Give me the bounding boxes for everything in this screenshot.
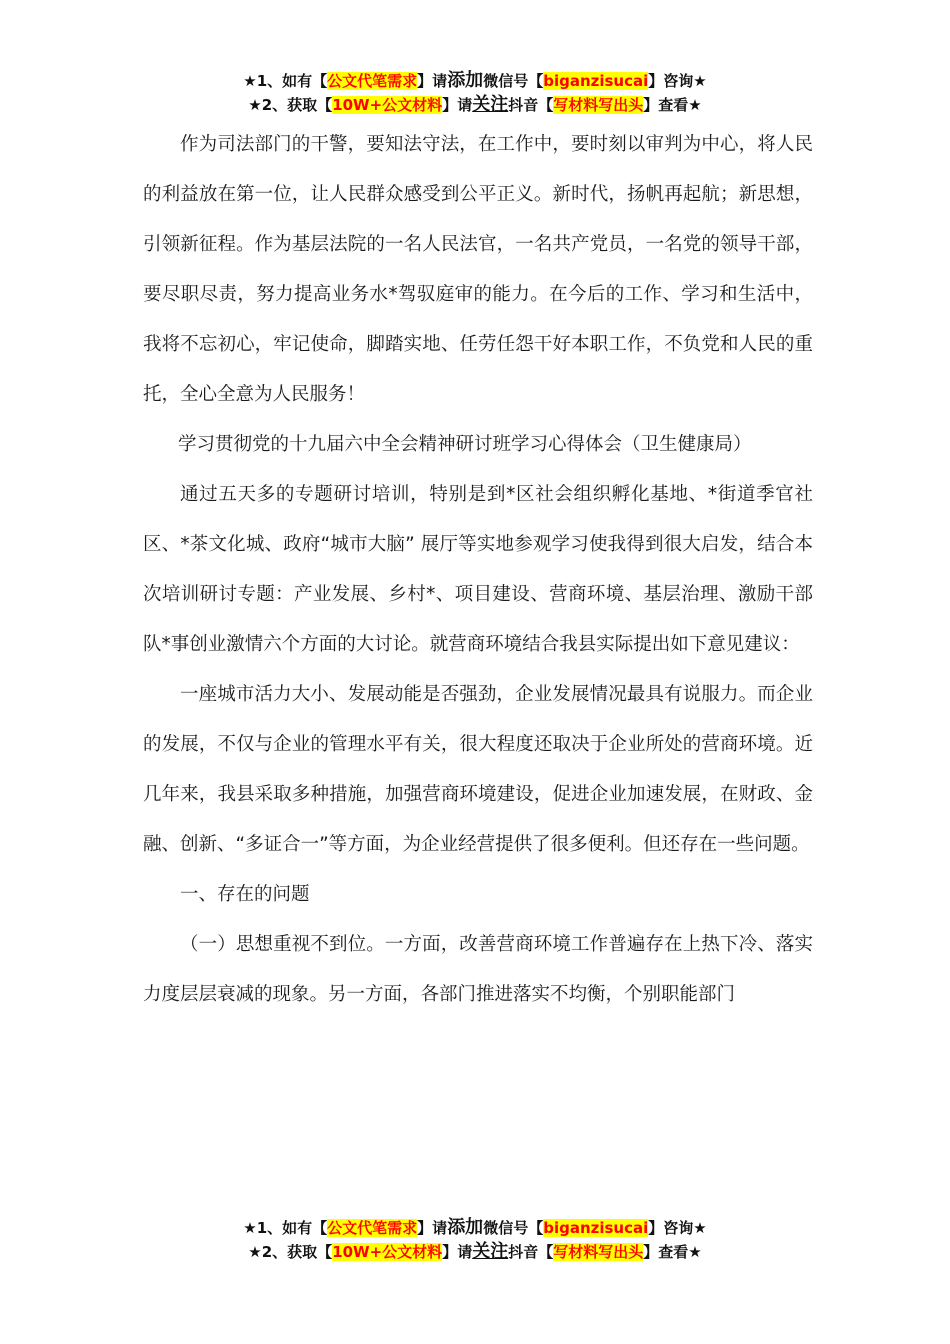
banner-highlight: 公文代笔需求: [327, 72, 418, 90]
banner-highlight: 10W+公文材料: [332, 96, 443, 114]
paragraph: 通过五天多的专题研讨培训，特别是到*区社会组织孵化基地、*街道季官社区、*茶文化城、政府“城市大脑” 展厅等实地参观学习使我得到很大启发，结合本次培训研讨专题：产业发展、乡村*、项目建设、营商环境、基层治理、激励干部队*事创业激情六个方面的大讨论。就营商环境结合我县实际提出如下意见建议：: [143, 484, 813, 655]
paragraph: 作为司法部门的干警，要知法守法，在工作中，要时刻以审判为中心，将人民的利益放在第一位，让人民群众感受到公平正义。新时代，扬帆再起航；新思想，引领新征程。作为基层法院的一名人民法官，一名共产党员，一名党的领导干部，要尽职尽责，努力提高业务水*驾驭庭审的能力。在今后的工作、学习和生活中，我将不忘初心，牢记使命，脚踏实地、任劳任怨干好本职工作，不负党和人民的重托，全心全意为人民服务！: [143, 134, 813, 405]
banner-wechat-id: biganzisucai: [543, 72, 649, 90]
banner-douyin-id: 写材料写出头: [553, 96, 644, 114]
banner-text: 抖音【: [508, 96, 554, 114]
banner-emphasis: 关注: [472, 1241, 509, 1262]
header-banner: [0, 69, 950, 117]
banner-text: ★1、如有【: [243, 1219, 328, 1237]
banner-highlight: 公文代笔需求: [327, 1219, 418, 1237]
banner-text: 】查看★: [643, 96, 702, 114]
banner-text: 】请: [442, 1243, 473, 1261]
document-body: [143, 120, 813, 1020]
banner-emphasis: 添加: [447, 1217, 484, 1238]
banner-emphasis: 关注: [472, 94, 509, 115]
banner-text: 抖音【: [508, 1243, 554, 1261]
banner-line-1: [0, 69, 950, 93]
banner-text: ★1、如有【: [243, 72, 328, 90]
banner-text: 】咨询★: [648, 72, 707, 90]
banner-text: 微信号【: [483, 1219, 544, 1237]
banner-text: ★2、获取【: [248, 96, 333, 114]
banner-text: ★2、获取【: [248, 1243, 333, 1261]
footer-banner: [0, 1216, 950, 1264]
banner-douyin-id: 写材料写出头: [553, 1243, 644, 1261]
banner-text: 】咨询★: [648, 1219, 707, 1237]
heading: 一、存在的问题: [180, 884, 310, 905]
banner-line-2: [0, 93, 950, 117]
section-title: 学习贯彻党的十九届六中全会精神研讨班学习心得体会（卫生健康局）: [178, 434, 752, 455]
banner-highlight: 10W+公文材料: [332, 1243, 443, 1261]
banner-text: 】请: [442, 96, 473, 114]
banner-line-2: [0, 1240, 950, 1264]
paragraph: 一座城市活力大小、发展动能是否强劲，企业发展情况最具有说服力。而企业的发展，不仅与企业的管理水平有关，很大程度还取决于企业所处的营商环境。近几年来，我县采取多种措施，加强营商环境建设，促进企业加速发展，在财政、金融、创新、“多证合一”等方面，为企业经营提供了很多便利。但还存在一些问题。: [143, 684, 813, 855]
banner-text: 】请: [417, 72, 448, 90]
banner-emphasis: 添加: [447, 70, 484, 91]
banner-line-1: [0, 1216, 950, 1240]
banner-text: 】查看★: [643, 1243, 702, 1261]
banner-text: 】请: [417, 1219, 448, 1237]
paragraph: （一）思想重视不到位。一方面，改善营商环境工作普遍存在上热下冷、落实力度层层衰减的现象。另一方面，各部门推进落实不均衡，个别职能部门: [143, 934, 813, 1005]
banner-wechat-id: biganzisucai: [543, 1219, 649, 1237]
banner-text: 微信号【: [483, 72, 544, 90]
